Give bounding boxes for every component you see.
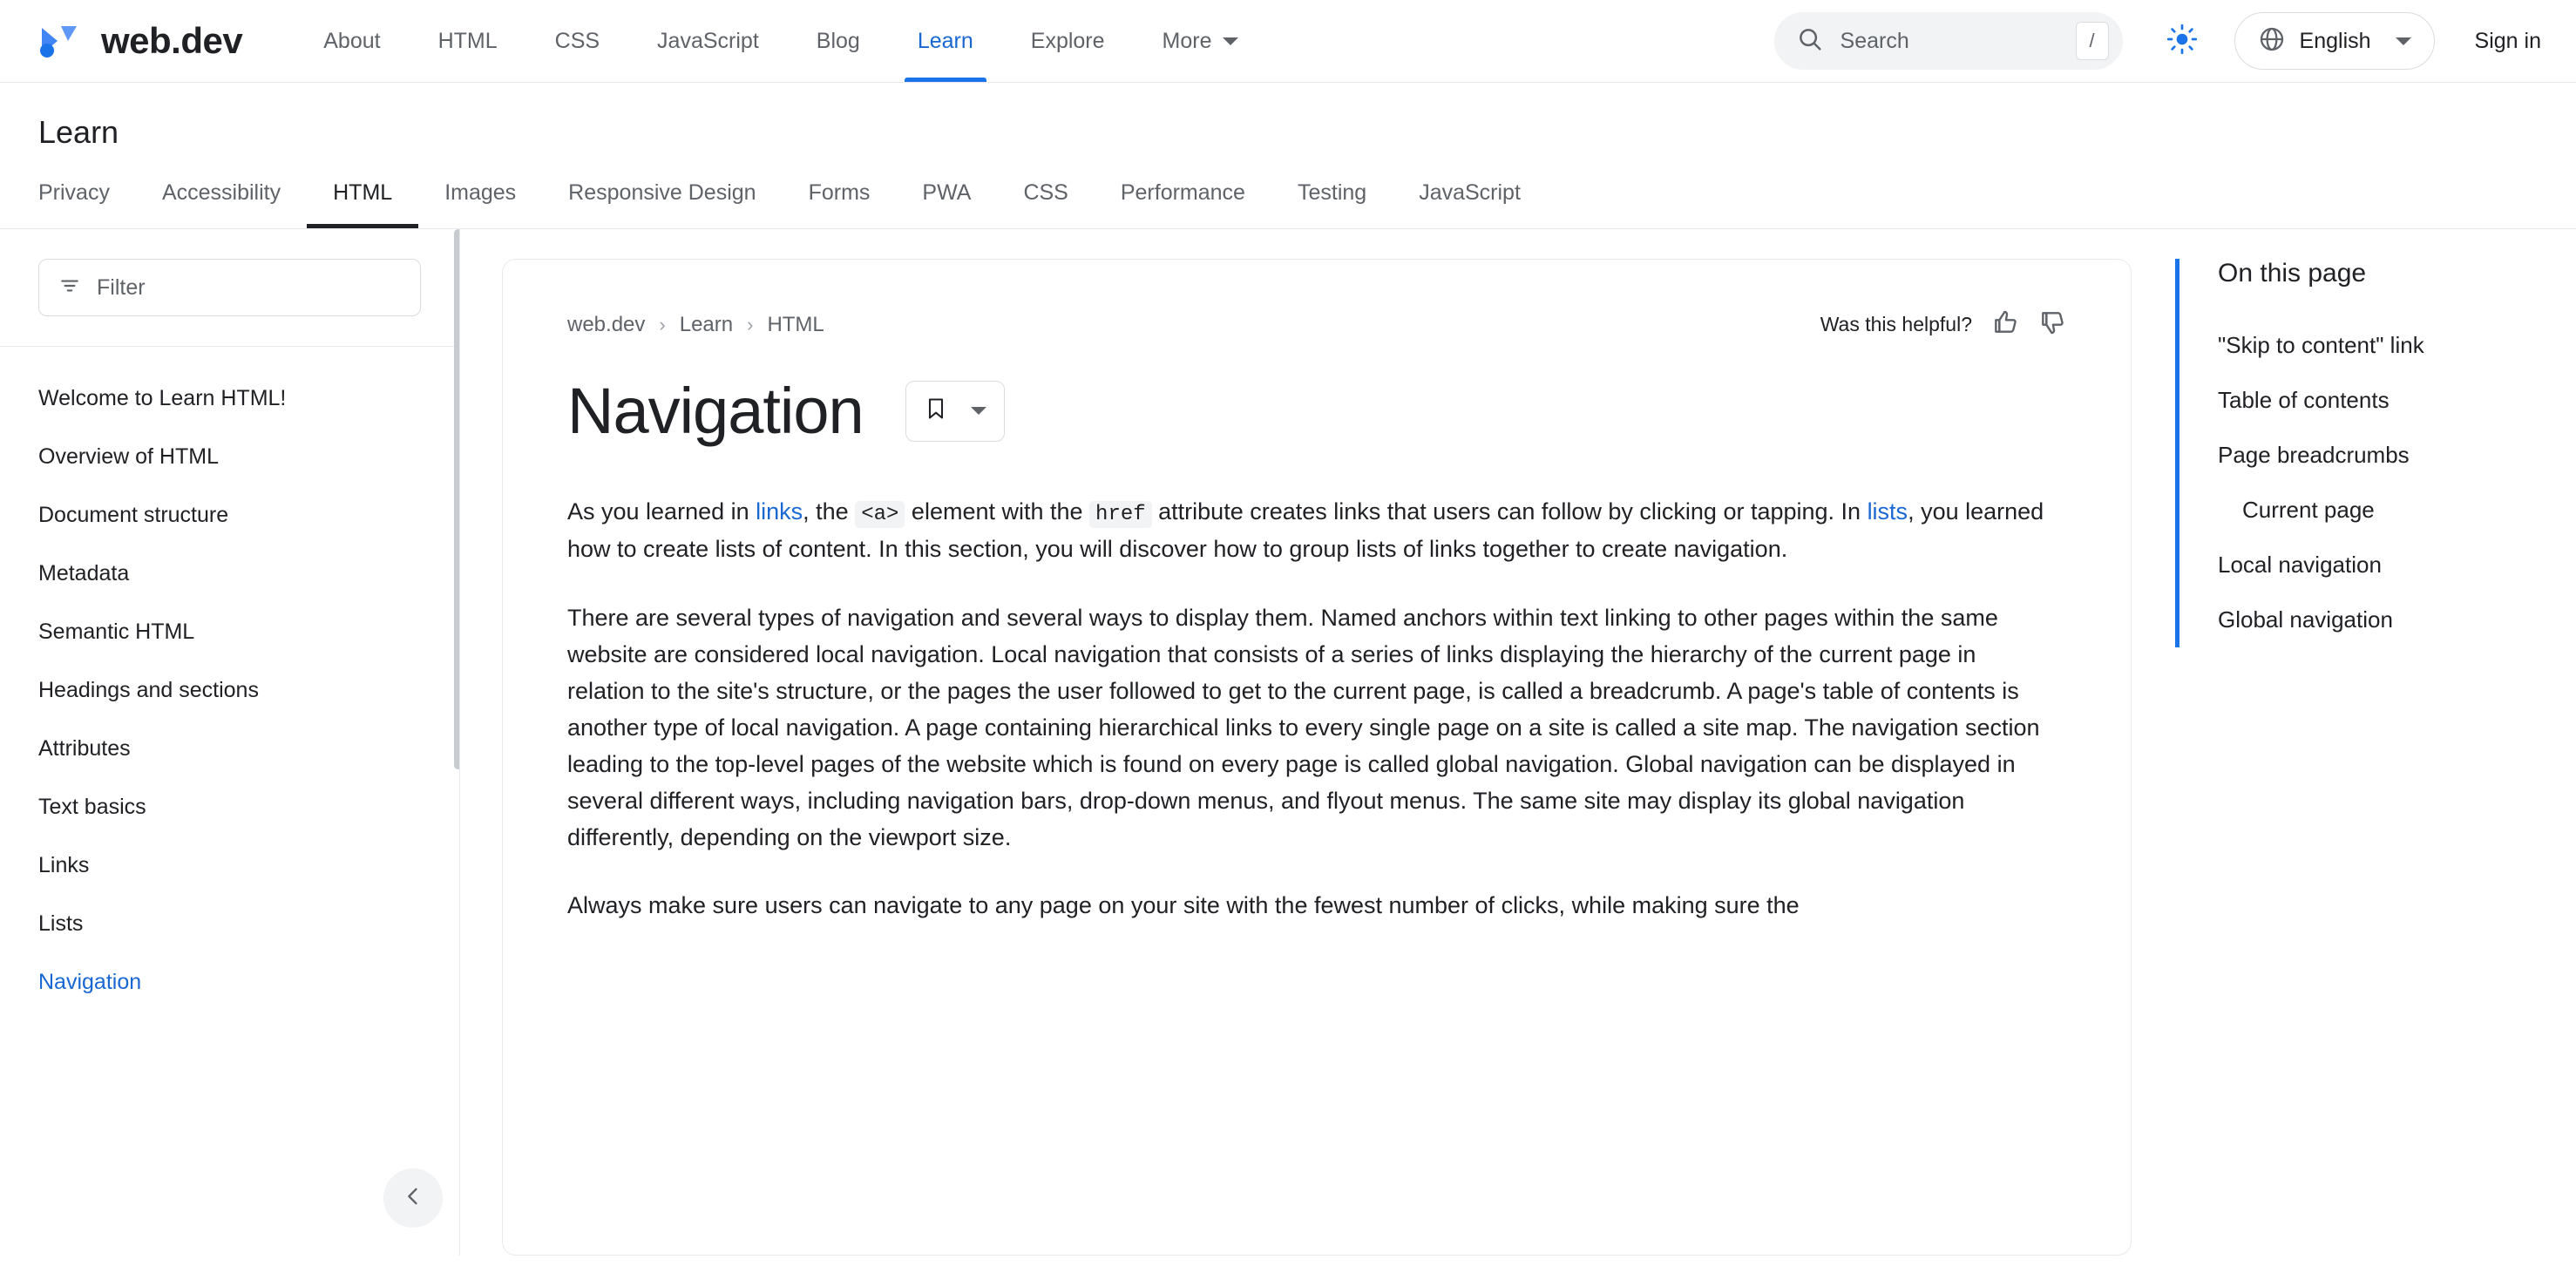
- tab-javascript[interactable]: [1393, 180, 1547, 228]
- tab-testing[interactable]: [1271, 180, 1393, 228]
- tab-forms[interactable]: [783, 180, 897, 228]
- search-placeholder: Search: [1840, 28, 1909, 53]
- section-tabs: [38, 180, 2538, 228]
- nav-item-learn[interactable]: [889, 0, 1002, 82]
- feedback-label: Was this helpful?: [1820, 313, 1972, 335]
- tab-html[interactable]: [307, 180, 418, 228]
- link-lists[interactable]: lists: [1867, 498, 1908, 525]
- sidebar-item-attributes[interactable]: Attributes: [38, 736, 131, 761]
- article-card: [502, 259, 2132, 1256]
- breadcrumb-item-webdev[interactable]: web.dev: [567, 312, 646, 336]
- top-header: [0, 0, 2576, 83]
- tab-performance[interactable]: [1095, 180, 1271, 228]
- toc-title: On this page: [2218, 259, 2367, 288]
- chevron-down-icon: [1223, 37, 1238, 45]
- toc-item-global-navigation[interactable]: Global navigation: [2218, 606, 2393, 633]
- nav-item-javascript[interactable]: [628, 0, 788, 82]
- tab-label: Forms: [808, 180, 871, 205]
- chevron-down-icon: [971, 407, 986, 415]
- text-fragment: , you learned how to create lists of content. In this section, you will discover how to group lists of links together to create navigation.: [567, 498, 2044, 563]
- search-input[interactable]: [1774, 12, 2123, 70]
- breadcrumb-separator: ›: [747, 313, 754, 335]
- main-content: [460, 229, 2175, 1256]
- tab-label: HTML: [333, 180, 393, 205]
- link-links[interactable]: links: [756, 498, 803, 525]
- tab-label: CSS: [1023, 180, 1068, 205]
- sun-icon: [2166, 24, 2198, 59]
- tab-privacy[interactable]: [38, 180, 136, 228]
- nav-label: CSS: [554, 28, 600, 53]
- header-actions: [1774, 12, 2541, 70]
- thumb-down-icon[interactable]: [2038, 308, 2066, 341]
- nav-label: HTML: [437, 28, 498, 53]
- nav-item-html[interactable]: [410, 0, 526, 82]
- sidebar-item-semantic-html[interactable]: Semantic HTML: [38, 619, 195, 644]
- language-selector[interactable]: [2234, 12, 2435, 70]
- nav-item-css[interactable]: [526, 0, 628, 82]
- theme-toggle-button[interactable]: [2156, 15, 2208, 67]
- breadcrumb-item-html[interactable]: HTML: [767, 312, 824, 336]
- brand-logo-link[interactable]: [38, 19, 242, 63]
- tab-css[interactable]: [997, 180, 1094, 228]
- sidebar-item-headings-sections[interactable]: Headings and sections: [38, 678, 259, 702]
- language-label: English: [2299, 28, 2371, 53]
- sidebar-list: [0, 347, 459, 1012]
- sidebar-item-document-structure[interactable]: Document structure: [38, 503, 229, 527]
- filter-placeholder: Filter: [97, 274, 146, 300]
- toc-item-local-navigation[interactable]: Local navigation: [2218, 552, 2382, 578]
- toc-item-page-breadcrumbs[interactable]: Page breadcrumbs: [2218, 442, 2410, 468]
- sidebar-item-links[interactable]: Links: [38, 853, 90, 877]
- brand-name: web.dev: [101, 20, 243, 61]
- globe-icon: [2258, 25, 2286, 58]
- sidebar-item-navigation[interactable]: Navigation: [38, 970, 142, 994]
- tab-pwa[interactable]: [896, 180, 997, 228]
- tab-label: Testing: [1297, 180, 1367, 205]
- main-navigation: [295, 0, 1266, 82]
- sign-in-button[interactable]: Sign in: [2474, 28, 2541, 53]
- tab-label: PWA: [922, 180, 972, 205]
- search-icon: [1797, 26, 1823, 57]
- breadcrumb: [567, 313, 824, 337]
- feedback-widget: [1820, 308, 2066, 341]
- nav-label: Blog: [816, 28, 860, 53]
- tab-responsive-design[interactable]: [542, 180, 782, 228]
- sidebar-item-welcome[interactable]: Welcome to Learn HTML!: [38, 386, 287, 410]
- page-layout: [0, 229, 2576, 1256]
- text-fragment: As you learned in: [567, 498, 756, 525]
- article-paragraph-2: There are several types of navigation and several ways to display them. Named anchors within text linking to other pages within the same website are considered local navigation. Local navigation that consists of a series of links displaying the hierarchy of the current page in relation to the site's structure, or the pages the user followed to get to the current page, is called a breadcrumb. A page's table of contents is another type of local navigation. A page containing hierarchical links to every single page on a site is called a site map. The navigation section leading to the top-level pages of the website which is found on every page is called global navigation. Global navigation can be displayed in several different ways, including navigation bars, drop-down menus, and flyout menus. The same site may display its global navigation differently, depending on the viewport size.: [567, 604, 2040, 851]
- nav-label: More: [1162, 28, 1212, 53]
- toc-item-skip-to-content-link[interactable]: "Skip to content" link: [2218, 332, 2424, 358]
- tab-label: Privacy: [38, 180, 110, 205]
- sidebar-item-lists[interactable]: Lists: [38, 911, 84, 936]
- breadcrumb-item-learn[interactable]: Learn: [679, 312, 734, 336]
- text-fragment: attribute creates links that users can follow by clicking or tapping. In: [1151, 498, 1868, 525]
- nav-item-about[interactable]: [295, 0, 409, 82]
- nav-item-explore[interactable]: [1002, 0, 1134, 82]
- chevron-down-icon: [2396, 37, 2411, 45]
- webdev-logo-icon: [38, 19, 85, 63]
- sidebar-item-text-basics[interactable]: Text basics: [38, 795, 146, 819]
- toc-item-current-page[interactable]: Current page: [2242, 497, 2375, 523]
- page-title: Navigation: [567, 375, 864, 447]
- section-header: [0, 83, 2576, 229]
- bookmark-button[interactable]: [905, 381, 1005, 442]
- bookmark-icon: [924, 396, 948, 425]
- article-paragraph-3: Always make sure users can navigate to any page on your site with the fewest number of clicks, while making sure the: [567, 892, 1800, 919]
- filter-icon: [58, 274, 81, 301]
- nav-label: Learn: [917, 28, 973, 53]
- code-anchor-element: <a>: [855, 501, 905, 528]
- nav-label: Explore: [1030, 28, 1105, 53]
- tab-label: Images: [444, 180, 517, 205]
- text-fragment: element with the: [905, 498, 1090, 525]
- article-paragraph-1: [567, 493, 2057, 568]
- sidebar-item-metadata[interactable]: Metadata: [38, 561, 130, 586]
- thumb-up-icon[interactable]: [1991, 308, 2019, 341]
- on-this-page-sidebar: [2175, 229, 2576, 1256]
- nav-label: JavaScript: [657, 28, 759, 53]
- tab-label: JavaScript: [1419, 180, 1521, 205]
- toc-list: [2175, 259, 2576, 647]
- search-shortcut-key: /: [2076, 22, 2109, 60]
- text-fragment: , the: [803, 498, 856, 525]
- nav-item-blog[interactable]: [788, 0, 889, 82]
- nav-item-more[interactable]: [1134, 0, 1267, 82]
- sidebar-scrollbar[interactable]: [454, 229, 460, 769]
- title-row: [567, 374, 2066, 448]
- tab-label: Responsive Design: [568, 180, 756, 205]
- tab-accessibility[interactable]: [136, 180, 307, 228]
- tab-label: Accessibility: [161, 180, 281, 205]
- left-sidebar: [0, 229, 460, 1256]
- sidebar-collapse-button[interactable]: [383, 1168, 443, 1228]
- breadcrumb-separator: ›: [659, 313, 666, 335]
- nav-label: About: [323, 28, 381, 53]
- page-section-title: Learn: [38, 114, 119, 150]
- code-href-attribute: href: [1089, 501, 1152, 528]
- article-header: [567, 308, 2066, 341]
- tab-label: Performance: [1120, 180, 1245, 205]
- chevron-left-icon: [401, 1184, 425, 1213]
- filter-input[interactable]: [38, 259, 421, 316]
- tab-images[interactable]: [418, 180, 542, 228]
- toc-item-table-of-contents[interactable]: Table of contents: [2218, 387, 2390, 413]
- sidebar-item-overview[interactable]: Overview of HTML: [38, 444, 219, 469]
